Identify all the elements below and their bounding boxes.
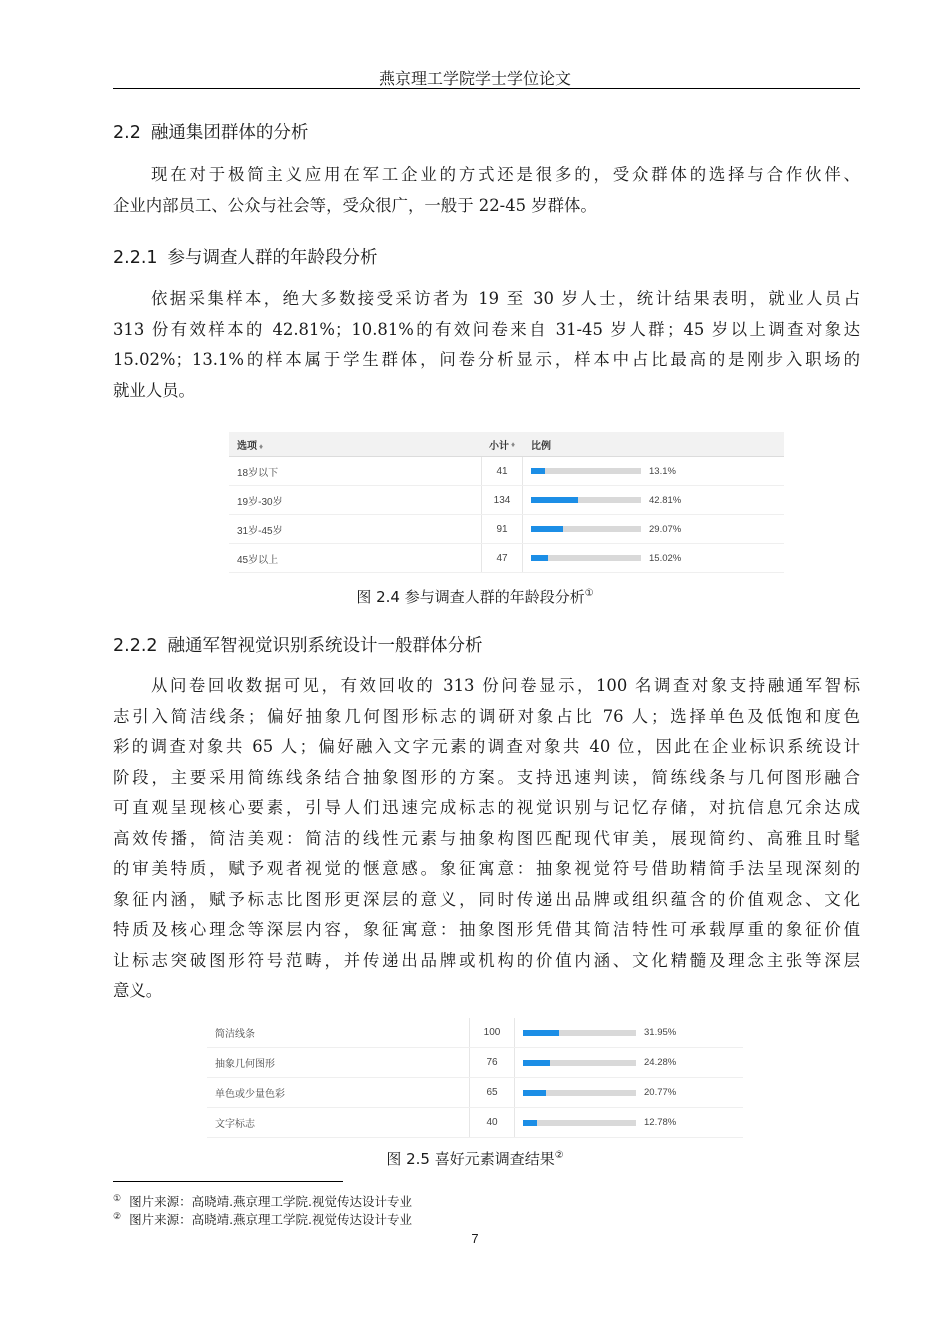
figure-2-5-table xyxy=(207,1018,743,1138)
percent-label: 29.07% xyxy=(649,523,682,535)
count-value: 134 xyxy=(481,486,523,514)
ratio-bar-track xyxy=(531,555,641,561)
paragraph-line: 高效传播，简洁美观：简洁的线性元素与抽象构图匹配现代审美，展现简约、高雅且时髦 xyxy=(113,828,860,848)
percent-label: 12.78% xyxy=(644,1117,677,1128)
paragraph-line: 让标志突破图形符号范畴，并传递出品牌或机构的价值内涵、文化精髓及理念主张等深层 xyxy=(113,950,860,970)
ratio-bar xyxy=(531,497,578,503)
option-label: 45岁以上 xyxy=(237,554,279,566)
ratio-bar-track xyxy=(523,1030,636,1036)
section-2-2-2-heading xyxy=(113,632,483,657)
section-2-2-1-heading xyxy=(113,244,378,269)
table-row xyxy=(229,515,784,544)
paragraph-line: 15.02%；13.1%的样本属于学生群体，问卷分析显示，样本中占比最高的是刚步入职场的 xyxy=(113,350,860,369)
ratio-bar xyxy=(523,1030,559,1036)
table-row xyxy=(229,486,784,515)
option-label: 18岁以下 xyxy=(237,467,279,479)
paragraph-line: 象征内涵，赋予标志比图形更深层的意义，同时传递出品牌或组织蕴含的价值观念、文化 xyxy=(113,889,860,909)
column-header-ratio: 比例 xyxy=(531,440,551,452)
count-value: 40 xyxy=(469,1108,515,1137)
paragraph-line: 就业人员。 xyxy=(113,380,195,400)
option-label: 文字标志 xyxy=(215,1119,255,1130)
ratio-cell xyxy=(515,1027,743,1038)
paragraph-line: 的审美特质，赋予观者视觉的惬意感。象征寓意：抽象视觉符号借助精简手法呈现深刻的 xyxy=(113,859,860,878)
paragraph-line: 特质及核心理念等深层内容，象征寓意：抽象图形凭借其简洁特性可承载厚重的象征价值 xyxy=(113,920,860,939)
ratio-bar xyxy=(531,526,563,532)
option-label: 抽象几何图形 xyxy=(215,1059,275,1070)
percent-label: 42.81% xyxy=(649,494,682,506)
count-value: 65 xyxy=(469,1078,515,1107)
footnote-text: 图片来源：高晓靖.燕京理工学院.视觉传达设计专业 xyxy=(129,1194,413,1209)
option-label: 31岁-45岁 xyxy=(237,525,283,537)
figure-2-5-caption: 图 2.5 喜好元素调查结果② xyxy=(386,1150,564,1168)
ratio-cell xyxy=(523,553,784,564)
section-2-2-2-paragraph xyxy=(113,671,860,1007)
ratio-bar xyxy=(531,555,548,561)
table-row xyxy=(207,1048,743,1078)
figure-2-4-caption: 图 2.4 参与调查人群的年龄段分析① xyxy=(356,588,594,606)
count-value: 76 xyxy=(469,1048,515,1077)
column-header-option[interactable]: 选项 ♦ xyxy=(237,440,264,452)
ratio-bar xyxy=(531,468,545,474)
table-row xyxy=(207,1018,743,1048)
section-title: 融通军智视觉识别系统设计一般群体分析 xyxy=(167,636,483,656)
paragraph-line: 现在对于极简主义应用在军工企业的方式还是很多的，受众群体的选择与合作伙伴、 xyxy=(151,165,860,184)
ratio-bar xyxy=(523,1060,550,1066)
ratio-cell xyxy=(515,1117,743,1128)
paragraph-line: 企业内部员工、公众与社会等，受众很广，一般于 22-45 岁群体。 xyxy=(113,195,597,215)
ratio-bar-track xyxy=(531,497,641,503)
paragraph-line: 意义。 xyxy=(113,981,163,1000)
option-label: 19岁-30岁 xyxy=(237,496,283,508)
ratio-bar-track xyxy=(531,526,641,532)
ratio-bar-track xyxy=(523,1060,636,1066)
header-rule xyxy=(113,88,860,89)
section-number: 2.2.1 xyxy=(113,248,158,268)
footnote-ref[interactable]: ② xyxy=(554,1150,564,1161)
footnote-text: 图片来源：高晓靖.燕京理工学院.视觉传达设计专业 xyxy=(129,1212,413,1227)
footnote-mark: ② xyxy=(113,1211,122,1222)
page-number: 7 xyxy=(471,1231,479,1246)
footnote-ref[interactable]: ① xyxy=(584,588,594,599)
section-number: 2.2 xyxy=(113,123,141,143)
ratio-cell xyxy=(515,1087,743,1098)
ratio-cell xyxy=(515,1057,743,1068)
ratio-bar xyxy=(523,1090,546,1096)
percent-label: 24.28% xyxy=(644,1057,677,1068)
sort-icon: ♦ xyxy=(510,439,516,449)
section-title: 融通集团群体的分析 xyxy=(150,123,309,143)
table-row xyxy=(229,544,784,573)
paragraph-line: 阶段，主要采用简练线条结合抽象图形的方案。支持迅速判读，简练线条与几何图形融合 xyxy=(113,767,860,787)
paragraph-line: 志引入简洁线条；偏好抽象几何图形标志的调研对象占比 76 人；选择单色及低饱和度色 xyxy=(113,706,860,726)
ratio-bar-track xyxy=(523,1120,636,1126)
ratio-bar-track xyxy=(523,1090,636,1096)
table-row xyxy=(207,1078,743,1108)
figure-2-4-table xyxy=(229,432,784,573)
ratio-cell xyxy=(523,524,784,535)
paragraph-line: 彩的调查对象共 65 人；偏好融入文字元素的调查对象共 40 位，因此在企业标识系统设计 xyxy=(113,737,860,756)
count-value: 100 xyxy=(469,1018,515,1047)
section-2-2-paragraph xyxy=(113,160,860,221)
percent-label: 13.1% xyxy=(649,465,676,477)
paragraph-line: 可直观呈现核心要素，引导人们迅速完成标志的视觉识别与记忆存储，对抗信息冗余达成 xyxy=(113,798,860,817)
paragraph-line: 从问卷回收数据可见，有效回收的 313 份问卷显示，100 名调查对象支持融通军智标 xyxy=(151,676,860,695)
table-row xyxy=(207,1108,743,1138)
table-body xyxy=(229,457,784,573)
footnote-rule xyxy=(113,1181,343,1182)
section-2-2-heading xyxy=(113,119,308,144)
header-title: 燕京理工学院学士学位论文 xyxy=(378,69,571,88)
sort-icon: ♦ xyxy=(259,441,264,451)
ratio-bar-track xyxy=(531,468,641,474)
footnote-mark: ① xyxy=(113,1193,122,1204)
paragraph-line: 313 份有效样本的 42.81%；10.81%的有效问卷来自 31-45 岁人群；45 岁以上调查对象达 xyxy=(113,319,860,339)
count-value: 91 xyxy=(481,515,523,543)
ratio-cell xyxy=(523,495,784,506)
footnote-2 xyxy=(113,1210,412,1228)
percent-label: 15.02% xyxy=(649,552,682,564)
ratio-bar xyxy=(523,1120,537,1126)
column-header-count[interactable]: 小计 ♦ xyxy=(488,439,516,452)
count-value: 41 xyxy=(481,457,523,485)
section-number: 2.2.2 xyxy=(113,636,158,656)
table-row xyxy=(229,457,784,486)
percent-label: 31.95% xyxy=(644,1027,677,1038)
option-label: 简洁线条 xyxy=(215,1029,255,1040)
footnote-1 xyxy=(113,1192,412,1210)
section-title: 参与调查人群的年龄段分析 xyxy=(167,248,378,268)
ratio-cell xyxy=(523,466,784,477)
count-value: 47 xyxy=(481,544,523,572)
percent-label: 20.77% xyxy=(644,1087,677,1098)
section-2-2-1-paragraph xyxy=(113,284,860,406)
paragraph-line: 依据采集样本，绝大多数接受采访者为 19 至 30 岁人士，统计结果表明，就业人员占 xyxy=(151,289,860,308)
option-label: 单色或少量色彩 xyxy=(215,1089,285,1100)
table-body xyxy=(207,1018,743,1138)
table-header xyxy=(229,432,784,457)
